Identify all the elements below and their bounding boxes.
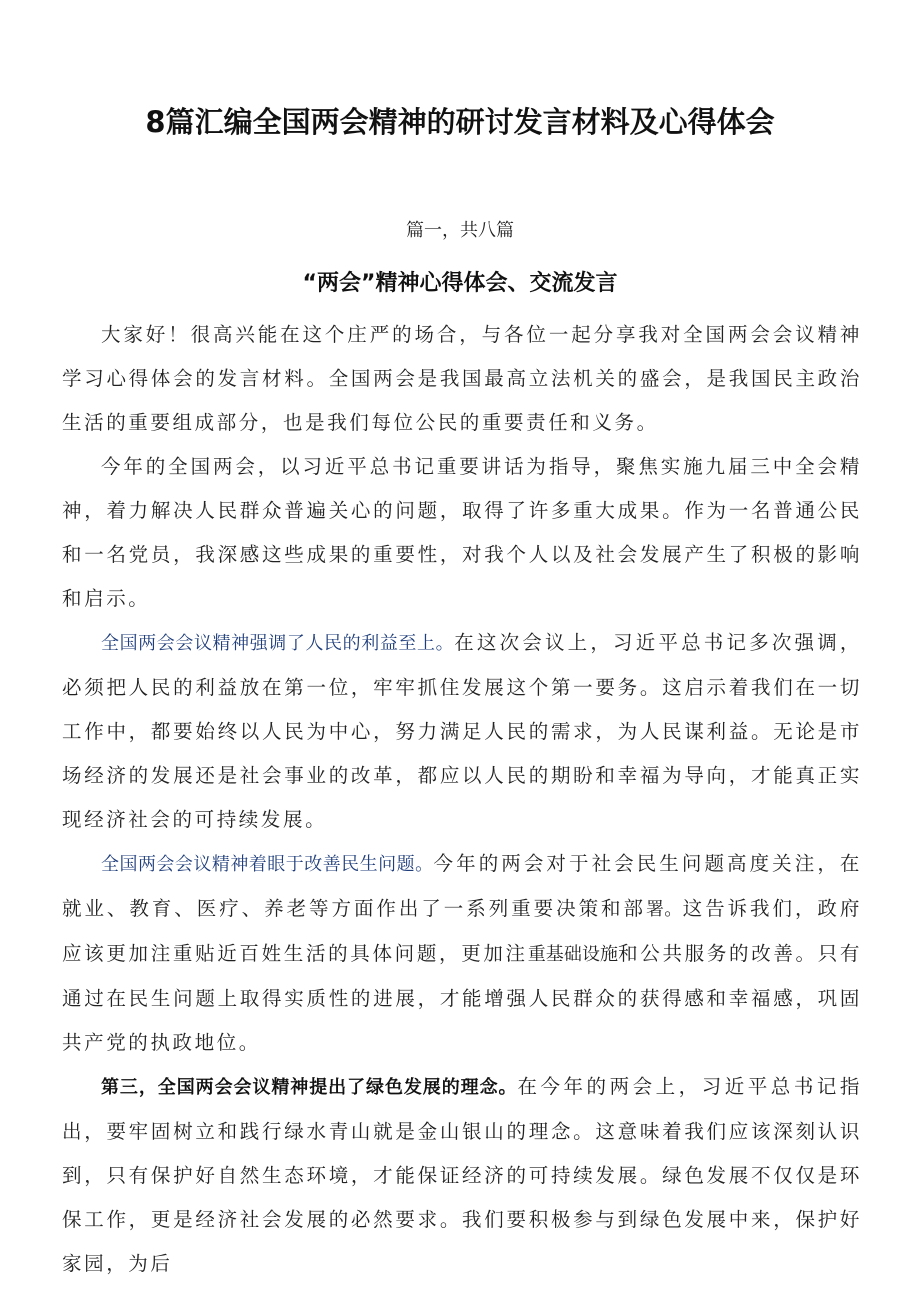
paragraph-4-bold-1: 署。 bbox=[645, 899, 683, 920]
section-title: “两会”精神心得体会、交流发言 bbox=[302, 271, 618, 296]
paragraph-5-lead: 第三，全国两会会议精神提出了绿色发展的理念。 bbox=[101, 1077, 518, 1098]
paragraph-2: 今年的全国两会，以习近平总书记重要讲话为指导，聚焦实施九届三中全会精神，着力解决人民群众普遍关心的问题，取得了许多重大成果。作为一名普通公民和一名党员，我深感这些成果的重要性，对我个人以及社会发展产生了积极的影响和启示。 bbox=[62, 455, 862, 610]
paragraph-4-lead: 全国两会会议精神着眼于改善民生问题。 bbox=[101, 854, 434, 875]
paragraph-4 bbox=[62, 842, 862, 1065]
paragraph-3 bbox=[62, 621, 862, 842]
paragraph-4-text-1: 今年的两会对于社会民生问题高度关注，在就业、教育、医疗、养老等方面作出了一系列重要决策和部 bbox=[62, 852, 862, 920]
paragraph-1: 大家好！很高兴能在这个庄严的场合，与各位一起分享我对全国两会会议精神学习心得体会的发言材料。全国两会是我国最高立法机关的盛会，是我国民主政治生活的重要组成部分，也是我们每位公民的重要责任和义务。 bbox=[62, 323, 862, 434]
document-body bbox=[62, 313, 862, 1286]
paragraph-4-text-3: 和公共服务的改善。只有通过在民生问题上取得实质性的进展，才能增强人民群众的获得感和幸福感，巩固共产党的执政地位。 bbox=[62, 942, 862, 1054]
section-label: 篇一，共八篇 bbox=[406, 220, 514, 241]
paragraph-4-bold-2: 重基础设施 bbox=[527, 944, 619, 965]
paragraph-5 bbox=[62, 1065, 862, 1286]
paragraph-3-text: 在这次会议上，习近平总书记多次强调，必须把人民的利益放在第一位，牢牢抓住发展这个第一要务。这启示着我们在一切工作中，都要始终以人民为中心，努力满足人民的需求，为人民谋利益。无论是市场经济的发展还是社会事业的改革，都应以人民的期盼和幸福为导向，才能真正实现经济社会的可持续发展。 bbox=[62, 631, 862, 831]
paragraph-4-text-2: 这告诉我们，政府应该更加注重贴近百姓生活的具体问题，更加注 bbox=[62, 897, 862, 965]
document-title: 8篇汇编全国两会精神的研讨发言材料及心得体会 bbox=[145, 105, 775, 139]
paragraph-5-text: 在今年的两会上，习近平总书记指出，要牢固树立和践行绿水青山就是金山银山的理念。这意味着我们应该深刻认识到，只有保护好自然生态环境，才能保证经济的可持续发展。绿色发展不仅仅是环保工作，更是经济社会发展的必然要求。我们要积极参与到绿色发展中来，保护好家园，为后 bbox=[62, 1075, 862, 1275]
paragraph-3-lead: 全国两会会议精神强调了人民的利益至上。 bbox=[101, 633, 455, 654]
